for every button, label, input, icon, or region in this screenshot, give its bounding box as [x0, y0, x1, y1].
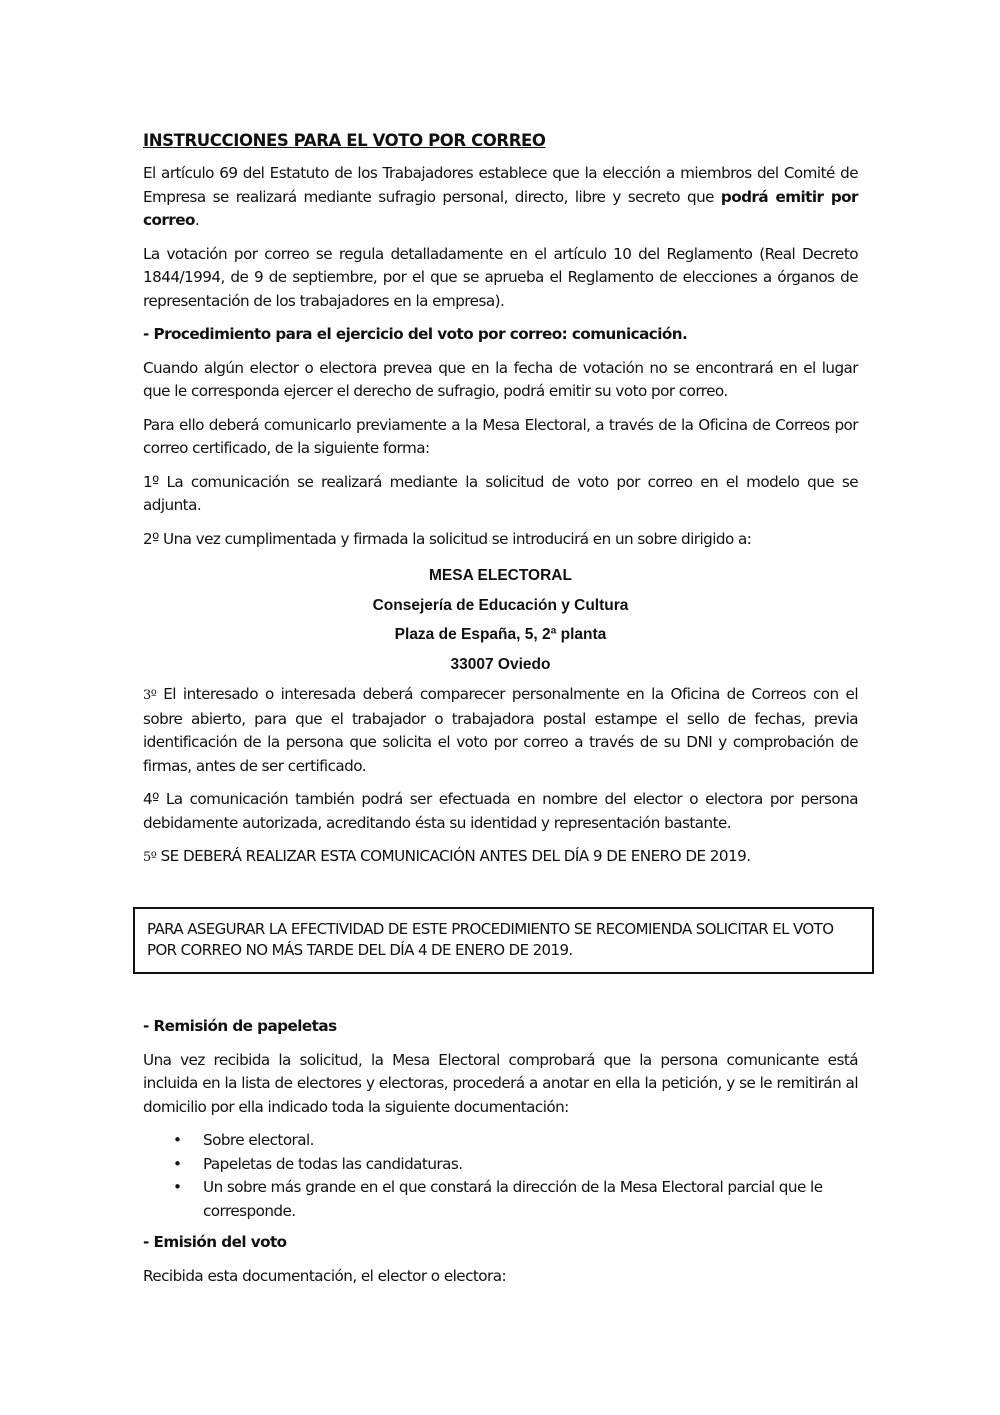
document-page-continued — [143, 1015, 858, 1298]
list-item — [173, 1176, 858, 1223]
documentation-list — [143, 1129, 858, 1223]
address-line-1: MESA ELECTORAL — [429, 567, 572, 584]
intro-end: . — [194, 211, 200, 229]
list-item-text: Sobre electoral. — [203, 1131, 314, 1149]
list-item — [173, 1129, 858, 1153]
step-3-ordinal: 3º — [143, 688, 157, 703]
section-heading-comunicacion: - Procedimiento para el ejercicio del voto por correo: comunicación. — [143, 325, 688, 343]
bullet-icon: • — [173, 1178, 182, 1196]
comunicacion-paragraph-1: Cuando algún elector o electora prevea que en la fecha de votación no se encontrará en el lugar que le corresponda ejercer el derecho de sufragio, podrá emitir su voto por correo. — [143, 358, 858, 400]
deadline-notice-box: PARA ASEGURAR LA EFECTIVIDAD DE ESTE PROCEDIMIENTO SE RECOMIENDA SOLICITAR EL VOTO POR CORREO NO MÁS TARDE DEL DÍA 4 DE ENERO DE 2019. — [133, 907, 874, 974]
list-item — [173, 1153, 858, 1177]
list-item-text: Un sobre más grande en el que constará la dirección de la Mesa Electoral parcial que le corresponde. — [203, 1178, 823, 1220]
remision-paragraph: Una vez recibida la solicitud, la Mesa Electoral comprobará que la persona comunicante está incluida en la lista de electores y electoras, procederá a anotar en ella la petición, y se le remitirán al domicilio por ella indicado toda la siguiente documentación: — [143, 1050, 858, 1116]
document-page — [143, 130, 858, 880]
step-2: 2º Una vez cumplimentada y firmada la solicitud se introducirá en un sobre dirigido a: — [143, 529, 752, 548]
section-heading-emision: - Emisión del voto — [143, 1233, 287, 1251]
step-5-ordinal: 5º — [143, 850, 157, 865]
document-title: INSTRUCCIONES PARA EL VOTO POR CORREO — [143, 131, 546, 150]
step-1: 1º La comunicación se realizará mediante la solicitud de voto por correo en el modelo que se adjunta. — [143, 472, 858, 514]
step-3 — [143, 683, 858, 778]
emision-paragraph: Recibida esta documentación, el elector o electora: — [143, 1266, 507, 1285]
step-5 — [143, 845, 858, 870]
address-line-3: Plaza de España, 5, 2ª planta — [394, 626, 607, 643]
bullet-icon: • — [173, 1131, 182, 1149]
section-heading-remision: - Remisión de papeletas — [143, 1017, 337, 1035]
address-line-2: Consejería de Educación y Cultura — [372, 596, 629, 614]
step-3-text: El interesado o interesada deberá comparecer personalmente en la Oficina de Correos con el sobre abierto, para que el trabajador o trabajadora postal estampe el sello de fechas, previa identificación de la persona que solicita el voto por correo a través de su DNI y comprobación de firmas, antes de ser certificado. — [143, 685, 858, 775]
comunicacion-paragraph-2: Para ello deberá comunicarlo previamente a la Mesa Electoral, a través de la Oficina de Correos por correo certificado, de la siguiente forma: — [143, 415, 858, 457]
bullet-icon: • — [173, 1154, 182, 1173]
list-item-text: Papeletas de todas las candidaturas. — [203, 1154, 463, 1173]
intro-bold-text: podrá emitir por correo — [143, 187, 858, 229]
step-5-text: SE DEBERÁ REALIZAR ESTA COMUNICACIÓN ANTES DEL DÍA 9 DE ENERO DE 2019. — [156, 847, 751, 865]
mailing-address — [143, 561, 858, 679]
step-4: 4º La comunicación también podrá ser efectuada en nombre del elector o electora por persona debidamente autorizada, acreditando ésta su identidad y representación bastante. — [143, 790, 858, 832]
intro-paragraph-1 — [143, 162, 858, 233]
address-line-4: 33007 Oviedo — [450, 655, 551, 673]
intro-text: El artículo 69 del Estatuto de los Trabajadores establece que la elección a miembros del Comité de Empresa se realizará mediante sufragio personal, directo, libre y secreto que — [143, 164, 858, 206]
intro-paragraph-2: La votación por correo se regula detalladamente en el artículo 10 del Reglamento (Real Decreto 1844/1994, de 9 de septiembre, por el que se aprueba el Reglamento de elecciones a órganos de representación de los trabajadores en la empresa). — [143, 244, 858, 310]
